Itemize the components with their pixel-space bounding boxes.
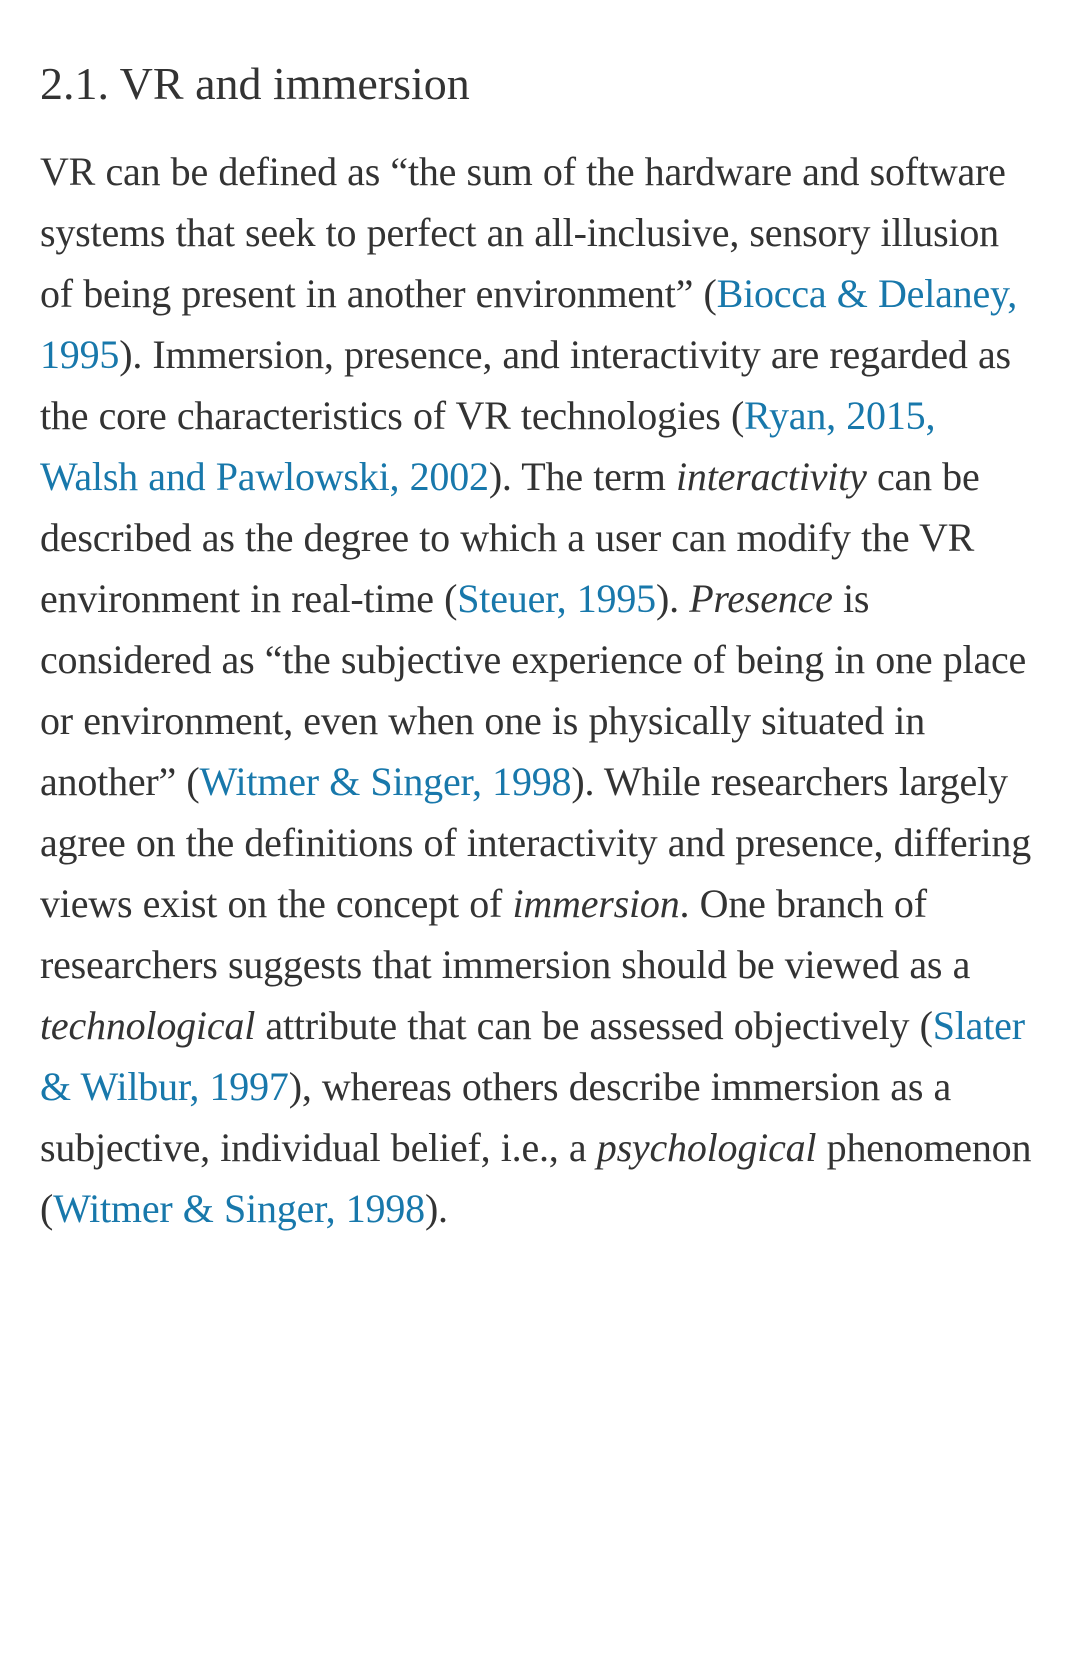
body-text: ). While researchers largely agree on the definitions of interactivity and presence, differing views exist on the concept of	[40, 759, 1032, 927]
body-text: VR can be defined as “the sum of the hardware and software systems that seek to perfect an all-inclusive, sensory illusion of being present in another environment” (	[40, 149, 1006, 317]
body-text: phenomenon (	[40, 1125, 1032, 1232]
body-text: . One branch of researchers suggests that immersion should be viewed as a	[40, 881, 971, 988]
body-text: ).	[655, 576, 690, 622]
emphasis-text: immersion	[512, 881, 680, 927]
citation-link[interactable]: Ryan, 2015	[744, 393, 926, 439]
section-paragraph	[40, 141, 1040, 1239]
body-text: ), whereas others describe immersion as a subjective, individual belief, i.e., a	[40, 1064, 952, 1171]
citation-link[interactable]: Witmer & Singer, 1998	[199, 759, 572, 805]
body-text: attribute that can be assessed objectively (	[255, 1003, 933, 1049]
citation-separator: ,	[925, 393, 936, 439]
emphasis-text: Presence	[689, 576, 833, 622]
body-text: is considered as “the subjective experience of being in one place or environment, even when one is physically situated in another” (	[40, 576, 1027, 805]
citation-link[interactable]: Biocca & Delaney, 1995	[40, 271, 1018, 378]
body-text: can be described as the degree to which a user can modify the VR environment in real-time (	[40, 454, 980, 622]
emphasis-text: interactivity	[676, 454, 867, 500]
citation-link[interactable]: Walsh and Pawlowski, 2002	[40, 454, 489, 500]
emphasis-text: psychological	[596, 1125, 817, 1171]
section-heading: 2.1. VR and immersion	[40, 58, 470, 109]
citation-link[interactable]: Witmer & Singer, 1998	[53, 1186, 425, 1232]
body-text: ).	[424, 1186, 448, 1232]
emphasis-text: technological	[40, 1003, 256, 1049]
body-text: ). Immersion, presence, and interactivity are regarded as the core characteristics of VR technologies (	[40, 332, 1011, 439]
citation-link[interactable]: Steuer, 1995	[457, 576, 656, 622]
body-text: ). The term	[488, 454, 676, 500]
citation-link[interactable]: Slater & Wilbur, 1997	[40, 1003, 1025, 1110]
